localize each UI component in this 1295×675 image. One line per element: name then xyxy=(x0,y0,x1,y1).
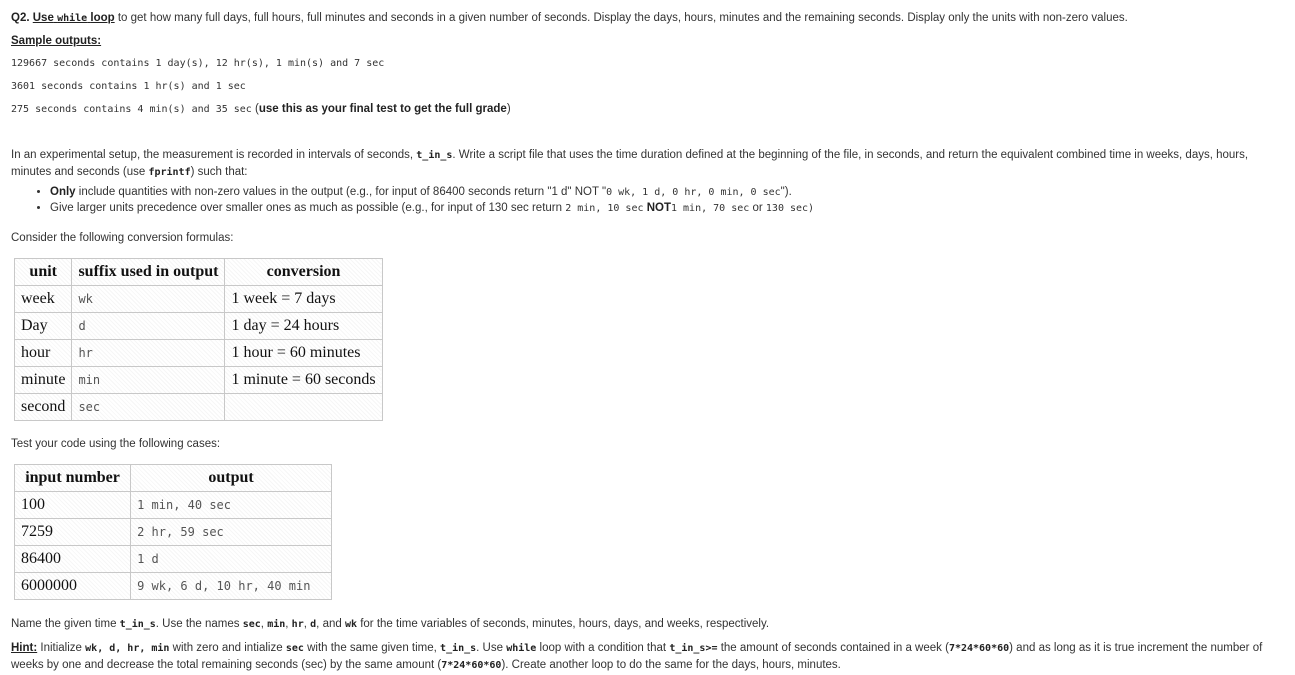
b1-text: include quantities with non-zero values in the output (e.g., for input of 86400 seconds return "1 d" NOT " xyxy=(78,186,607,198)
input-cell: 6000000 xyxy=(15,573,131,600)
intro-var: t_in_s xyxy=(416,150,453,161)
requirement-item xyxy=(50,184,814,200)
names-text-b: . Use the names xyxy=(155,618,240,630)
hint-text-d: . Use xyxy=(476,642,504,654)
intro-text-2: . Write a script file that uses the time duration defined at the beginning of the file, in seconds, and return the equivalent combined time in weeks, days, hours, minutes and seconds (use xyxy=(11,149,1249,178)
test-cases-table xyxy=(14,464,332,600)
while-code: while xyxy=(57,13,88,24)
hint-expr2: 7*24*60*60 xyxy=(441,660,502,671)
hint-expr: 7*24*60*60 xyxy=(948,643,1010,654)
comma: , xyxy=(303,618,307,630)
intro-text-1: In an experimental setup, the measurement is recorded in intervals of seconds, xyxy=(11,149,414,161)
suffix-cell: wk xyxy=(72,286,225,313)
table-row xyxy=(15,573,332,600)
output-cell: 1 min, 40 sec xyxy=(131,492,332,519)
hint-while: while xyxy=(506,643,537,654)
input-cell: 86400 xyxy=(15,546,131,573)
table-row xyxy=(15,286,383,313)
table-row xyxy=(15,394,383,421)
sample-line-2: 3601 seconds contains 1 hr(s) and 1 sec xyxy=(11,81,246,92)
b2-code1: 2 min, 10 sec xyxy=(565,203,644,214)
b2-text: Give larger units precedence over smaller ones as much as possible (e.g., for input of 130 sec return xyxy=(50,202,563,214)
hint-var: t_in_s xyxy=(440,643,477,654)
name-min: min xyxy=(267,619,286,630)
hint-text-g: ) and as long as it is true increment the number of weeks by one and decrease the total remaining seconds (sec) by the same amount ( xyxy=(11,642,1263,671)
col-header: output xyxy=(131,465,332,492)
loop-label: loop xyxy=(90,12,115,24)
conversion-table xyxy=(14,258,383,421)
col-header: suffix used in output xyxy=(72,259,225,286)
output-cell: 9 wk, 6 d, 10 hr, 40 min xyxy=(131,573,332,600)
use-label: Use xyxy=(32,12,54,24)
hint-text-e: loop with a condition that xyxy=(539,642,667,654)
col-header: unit xyxy=(15,259,72,286)
hint-text-b: with zero and intialize xyxy=(172,642,283,654)
unit-cell: hour xyxy=(15,340,72,367)
input-cell: 7259 xyxy=(15,519,131,546)
table-row xyxy=(15,546,332,573)
only-label: Only xyxy=(50,186,76,198)
sample-line-3: 275 seconds contains 4 min(s) and 35 sec xyxy=(11,104,252,115)
consider-text: Consider the following conversion formulas: xyxy=(11,232,234,244)
final-close: ) xyxy=(506,103,511,115)
comma: , xyxy=(316,618,320,630)
hint-paragraph xyxy=(11,640,1271,674)
hint-text-f: the amount of seconds contained in a week ( xyxy=(720,642,949,654)
table-row xyxy=(15,492,332,519)
question-description: to get how many full days, full hours, full minutes and seconds in a given number of seconds. Display the days, hours, minutes and the remaining seconds. Display only the units with non-zero values. xyxy=(117,12,1128,24)
name-hr: hr xyxy=(291,619,304,630)
suffix-cell: hr xyxy=(72,340,225,367)
name-sec: sec xyxy=(242,619,261,630)
names-and: and xyxy=(322,618,342,630)
unit-cell: second xyxy=(15,394,72,421)
question-number: Q2. xyxy=(11,12,30,24)
hint-vars: wk, d, hr, min xyxy=(85,643,170,654)
name-d: d xyxy=(310,619,317,630)
unit-cell: Day xyxy=(15,313,72,340)
conversion-cell: 1 week = 7 days xyxy=(225,286,382,313)
final-open: ( xyxy=(255,103,259,115)
col-header: conversion xyxy=(225,259,382,286)
output-cell: 2 hr, 59 sec xyxy=(131,519,332,546)
requirement-item xyxy=(50,200,814,216)
table-header-row xyxy=(15,465,332,492)
b2-code3: 130 sec) xyxy=(765,203,815,214)
table-row xyxy=(15,367,383,394)
b1-end: "). xyxy=(780,186,792,198)
intro-text-3: ) such that: xyxy=(190,166,248,178)
b2-code2: 1 min, 70 sec xyxy=(670,203,750,214)
test-cases-label: Test your code using the following cases: xyxy=(11,438,221,450)
hint-text-h: ). Create another loop to do the same for the days, hours, minutes. xyxy=(501,659,841,671)
output-cell: 1 d xyxy=(131,546,332,573)
b2-or: or xyxy=(752,202,763,214)
unit-cell: week xyxy=(15,286,72,313)
comma: , xyxy=(285,618,289,630)
b1-code: 0 wk, 1 d, 0 hr, 0 min, 0 sec xyxy=(606,187,781,198)
sample-line-1: 129667 seconds contains 1 day(s), 12 hr(s), 1 min(s) and 7 sec xyxy=(11,58,385,69)
names-var: t_in_s xyxy=(119,619,156,630)
hint-text-c: with the same given time, xyxy=(307,642,437,654)
unit-cell: minute xyxy=(15,367,72,394)
requirements-list xyxy=(30,184,814,216)
table-header-row xyxy=(15,259,383,286)
b2-not: NOT xyxy=(646,202,671,214)
hint-cond: t_in_s>= xyxy=(669,643,718,654)
intro-paragraph xyxy=(11,147,1271,181)
table-row xyxy=(15,313,383,340)
question-use xyxy=(33,12,115,24)
suffix-cell: min xyxy=(72,367,225,394)
conversion-cell: 1 hour = 60 minutes xyxy=(225,340,382,367)
final-note: use this as your final test to get the full grade xyxy=(258,103,507,115)
conversion-cell: 1 day = 24 hours xyxy=(225,313,382,340)
col-header: input number xyxy=(15,465,131,492)
intro-fprintf: fprintf xyxy=(148,167,191,178)
suffix-cell: sec xyxy=(72,394,225,421)
question-line xyxy=(11,12,1128,24)
table-row xyxy=(15,340,383,367)
hint-text-a: Initialize xyxy=(40,642,82,654)
sample-outputs-title: Sample outputs: xyxy=(11,35,102,47)
name-wk: wk xyxy=(344,619,357,630)
sample-line-3-row xyxy=(11,103,511,115)
conversion-cell: 1 minute = 60 seconds xyxy=(225,367,382,394)
hint-sec: sec xyxy=(285,643,304,654)
names-line xyxy=(11,618,769,630)
hint-label: Hint: xyxy=(11,642,38,654)
names-text-a: Name the given time xyxy=(11,618,117,630)
comma: , xyxy=(260,618,264,630)
conversion-cell xyxy=(225,394,382,421)
suffix-cell: d xyxy=(72,313,225,340)
table-row xyxy=(15,519,332,546)
names-text-c: for the time variables of seconds, minutes, hours, days, and weeks, respectively. xyxy=(360,618,770,630)
input-cell: 100 xyxy=(15,492,131,519)
